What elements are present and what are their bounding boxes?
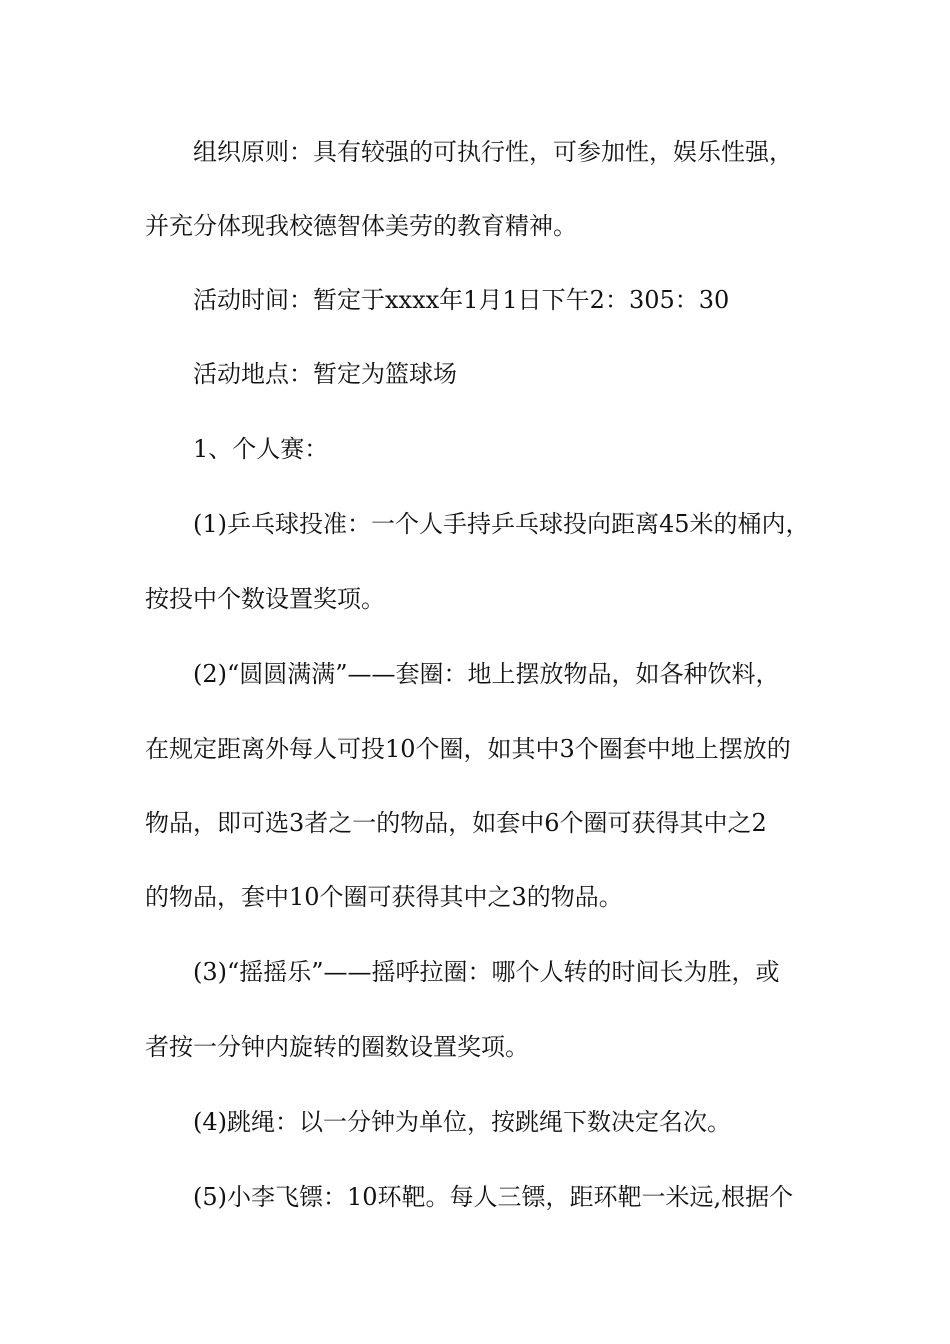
- heading-individual-events: 1、个人赛：: [193, 435, 329, 463]
- paragraph-item-1: (1)乒乓球投准：一个人手持乒乓球投向距离45米的桶内，: [193, 510, 810, 538]
- paragraph-item-3-cont: 者按一分钟内旋转的圈数设置奖项。: [145, 1033, 529, 1061]
- paragraph-organization-principle: 组织原则：具有较强的可执行性，可参加性，娱乐性强，: [193, 138, 793, 166]
- paragraph-organization-principle-cont: 并充分体现我校德智体美劳的教育精神。: [145, 212, 577, 240]
- paragraph-item-2-cont-3: 的物品，套中10个圈可获得其中之3的物品。: [145, 883, 623, 911]
- paragraph-item-4: (4)跳绳：以一分钟为单位，按跳绳下数决定名次。: [193, 1108, 731, 1136]
- paragraph-item-2: (2)“圆圆满满”——套圈：地上摆放物品，如各种饮料，: [193, 660, 780, 688]
- paragraph-item-2-cont-1: 在规定距离外每人可投10个圈，如其中3个圈套中地上摆放的: [145, 735, 791, 763]
- paragraph-item-5: (5)小李飞镖：10环靶。每人三镖，距环靶一米远,根据个: [193, 1183, 794, 1211]
- paragraph-item-1-cont: 按投中个数设置奖项。: [145, 585, 385, 613]
- paragraph-item-3: (3)“摇摇乐”——摇呼拉圈：哪个人转的时间长为胜，或: [193, 958, 780, 986]
- paragraph-activity-time: 活动时间：暂定于xxxx年1月1日下午2：305：30: [193, 286, 730, 314]
- paragraph-activity-location: 活动地点：暂定为篮球场: [193, 360, 457, 388]
- paragraph-item-2-cont-2: 物品，即可选3者之一的物品，如套中6个圈可获得其中之2: [145, 809, 767, 837]
